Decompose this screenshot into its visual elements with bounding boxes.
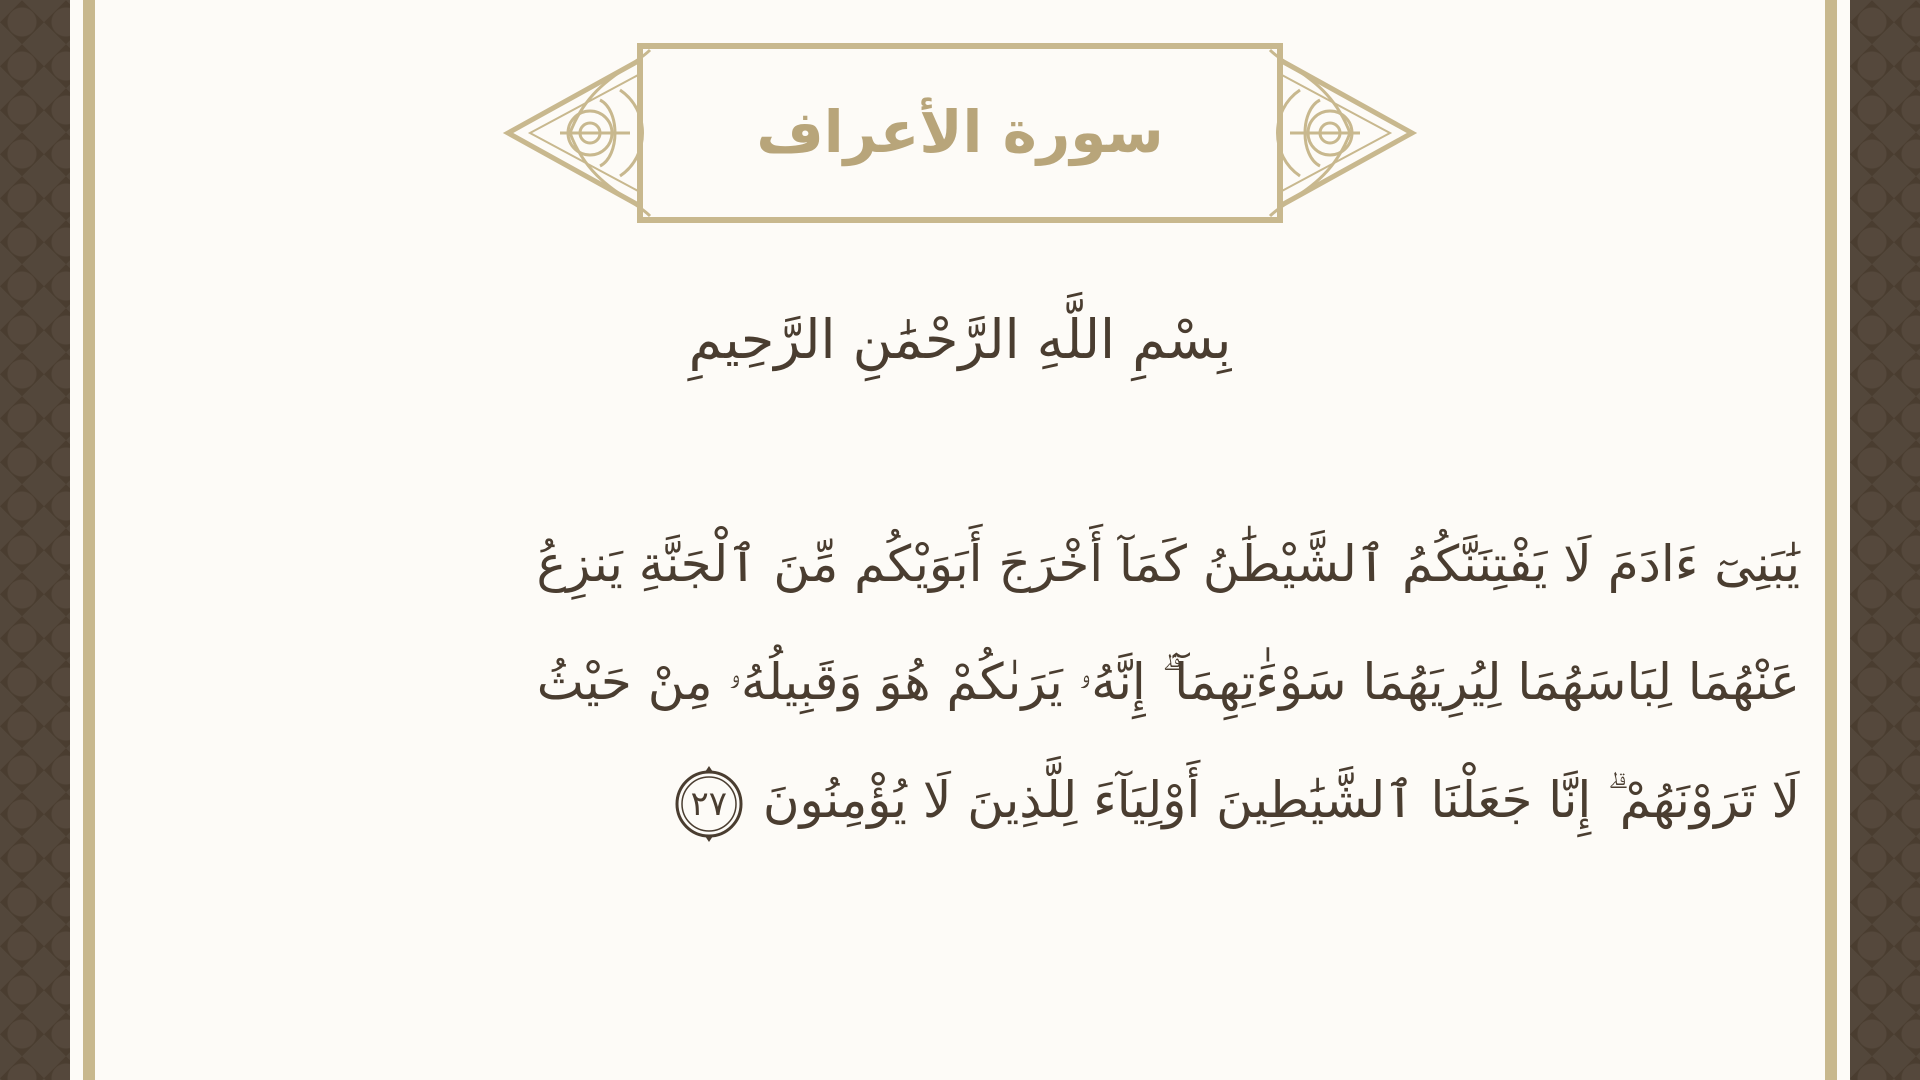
left-gold-rule [83, 0, 95, 1080]
basmala: بِسْمِ اللَّهِ الرَّحْمَٰنِ الرَّحِيمِ [688, 308, 1232, 371]
left-ornamental-border [0, 0, 70, 1080]
ayah-number-marker [669, 764, 749, 844]
verse-line-2: عَنْهُمَا لِبَاسَهُمَا لِيُرِيَهُمَا سَوْءَٰتِهِمَآ ۗ إِنَّهُۥ يَرَىٰكُمْ هُوَ وَقَبِيلُهُۥ مِنْ حَيْثُ [536, 653, 1800, 711]
verse-text [270, 505, 1800, 859]
ayah-number: ٢٧ [690, 783, 728, 824]
right-gold-rule [1825, 0, 1837, 1080]
verse-line-3-text: لَا تَرَوْنَهُمْ ۗ إِنَّا جَعَلْنَا ٱلشَّيَٰطِينَ أَوْلِيَآءَ لِلَّذِينَ لَا يُؤْمِنُونَ [762, 771, 1800, 829]
surah-title: سورة الأعراف [756, 98, 1164, 166]
surah-header-frame [500, 40, 1420, 226]
right-ornamental-border [1850, 0, 1920, 1080]
verse-line-1: يَٰبَنِىٓ ءَادَمَ لَا يَفْتِنَنَّكُمُ ٱلشَّيْطَٰنُ كَمَآ أَخْرَجَ أَبَوَيْكُم مِّنَ ٱلْجَنَّةِ يَنزِعُ [536, 535, 1800, 593]
verse-line-3 [270, 741, 1800, 859]
